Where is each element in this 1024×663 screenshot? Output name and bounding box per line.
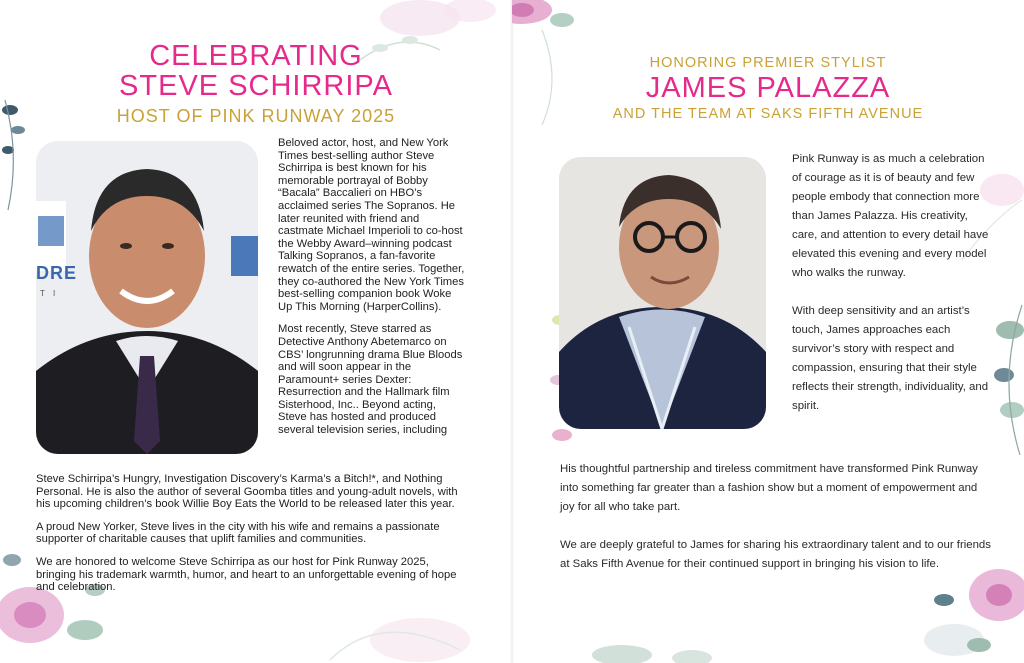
stylist-paragraph-2: With deep sensitivity and an artist’s touch, James approaches each survivor’s story with respect and compassion, ensuring that their style reflects their strength, individuality, and spirit. [792,305,989,412]
stylist-name-heading: JAMES PALAZZA [645,72,891,104]
bio-paragraph-2: Most recently, Steve starred as Detective Anthony Abetemarco on CBS’ longrunning drama Blue Bloods and will soon appear in the Paramount+ series Dexter: Resurrection and the Hallmark film Sisterhood, Inc.. Beyond acting, Steve has hosted and produced several television series, including [278,323,463,437]
stylist-paragraph-4: We are deeply grateful to James for sharing his extraordinary talent and to our friends at Saks Fifth Avenue for their continued support in bringing his vision to life. [560,539,991,570]
stylist-column [792,150,992,416]
bio-column [278,137,466,437]
bio-paragraph-3: A proud New Yorker, Steve lives in the city with his wife and remains a passionate supporter of charitable causes that uplift families and communities. [36,520,440,546]
honoring-kicker: HONORING PREMIER STYLIST [649,55,887,71]
celebrating-heading: CELEBRATING [149,40,363,72]
backdrop-logo-text: DRE [36,263,78,283]
floral-bottom-center-right-decoration [552,630,752,663]
stylist-subheading: AND THE TEAM AT SAKS FIFTH AVENUE [612,106,924,122]
host-name-heading: STEVE SCHIRRIPA [119,70,393,102]
host-portrait-image [36,141,258,454]
stylist-photo [559,157,766,429]
bio-full-width [36,473,466,604]
bio-paragraph-1: Beloved actor, host, and New York Times best-selling author Steve Schirripa is best known for his memorable portrayal of Bobby “Bacala” Baccalieri on HBO’s acclaimed series The Sopranos. He later reunited with friend and castmate Michael Imperioli to co-host the Webby Award–winning podcast Talking Sopranos, a fan-favorite rewatch of the entire series. Together, they co-authored the New York Times best-selling companion book Woke Up This Morning (HarperCollins). [278,137,465,313]
bio-paragraph-4: We are honored to welcome Steve Schirripa as our host for Pink Runway 2025, bringing his trademark warmth, humor, and heart to an unforgettable evening of hope and celebration. [36,555,457,594]
bio-paragraph-2-continued: Steve Schirripa’s Hungry, Investigation Discovery’s Karma’s a Bitch!*, and Nothing Personal. He is also the author of several Goomba titles and young-adult novels, with his upcoming children’s book Willie Boy Eats the World to be released later this year. [36,473,458,511]
host-photo [36,141,258,454]
right-page [512,0,1024,663]
stylist-paragraph-3: His thoughtful partnership and tireless commitment have transformed Pink Runway into something far greater than a fashion show but a moment of empowerment and joy for all who take part. [560,463,978,513]
host-subheading: HOST OF PINK RUNWAY 2025 [116,106,396,126]
stylist-portrait-image [559,157,766,429]
backdrop-logo-small-text: T I [40,289,59,298]
stylist-full-width [560,460,992,574]
stylist-paragraph-1: Pink Runway is as much a celebration of courage as it is of beauty and few people embody that connection more than James Palazza. His creativity, care, and attention to every detail have elevated this evening and every model who walks the runway. [792,153,989,279]
